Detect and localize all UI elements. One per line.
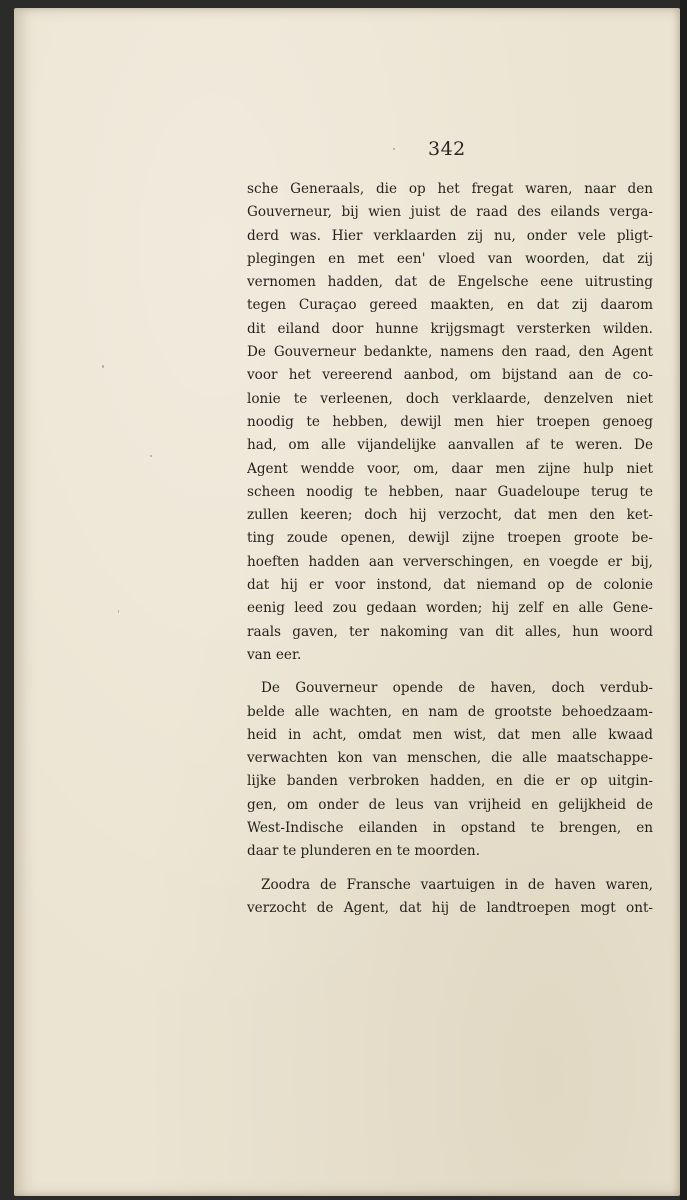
text-line: heid in acht, omdat men wist, dat men alle kwaad [247,726,653,743]
text-line: lonie te verleenen, doch verklaarde, denzelven niet [247,390,653,407]
text-line: belde alle wachten, en nam de grootste behoedzaam- [247,703,653,720]
text-line: Gouverneur, bij wien juist de raad des eilands verga- [247,204,653,221]
text-line: noodig te hebben, dewijl men hier troepen genoeg [247,413,653,430]
text-line: Zoodra de Fransche vaartuigen in de haven waren, [261,876,653,893]
text-line: lijke banden verbroken hadden, en die er op uitgin- [247,773,653,790]
text-line: van eer. [247,646,302,663]
text-line: derd was. Hier verklaarden zij nu, onder vele pligt- [247,227,653,244]
text-line: tegen Curaçao gereed maakten, en dat zij daarom [247,297,653,314]
text-line: gen, om onder de leus van vrijheid en gelijkheid de [247,796,653,813]
text-line: raals gaven, ter nakoming van dit alles, hun woord [247,623,653,640]
text-line: eenig leed zou gedaan worden; hij zelf en alle Gene- [247,600,653,617]
paper-speck [118,610,119,613]
paper-speck [393,148,395,150]
paper-speck [102,365,104,368]
paper-speck [150,455,152,457]
text-line: Agent wendde voor, om, daar men zijne hulp niet [247,460,653,477]
text-line: dit eiland door hunne krijgsmagt versterken wilden. [247,320,653,337]
text-line: West-Indische eilanden in opstand te brengen, en [247,820,653,837]
text-line: ting zoude openen, dewijl zijne troepen groote be- [247,530,653,547]
paragraph-gap [247,864,653,874]
text-line: daar te plunderen en te moorden. [247,843,481,860]
text-line: verwachten kon van menschen, die alle maatschappe- [247,750,653,767]
text-line: voor het vereerend aanbod, om bijstand aan de co- [247,367,653,384]
text-line: verzocht de Agent, dat hij de landtroepen mogt ont- [247,899,653,916]
text-line: dat hij er voor instond, dat niemand op de colonie [247,577,653,594]
text-line: De Gouverneur bedankte, namens den raad, den Agent [247,344,653,361]
text-line: plegingen en met een' vloed van woorden, dat zij [247,250,653,267]
paragraph-gap [247,667,653,677]
body-text [247,178,653,920]
page-number: 342 [428,138,466,160]
text-line: hoeften hadden aan ververschingen, en voegde er bij, [247,553,653,570]
text-line: vernomen hadden, dat de Engelsche eene uitrusting [247,274,653,291]
text-line: zullen keeren; doch hij verzocht, dat men den ket- [247,507,653,524]
text-line: had, om alle vijandelijke aanvallen af te weren. De [247,437,653,454]
text-line: scheen noodig te hebben, naar Guadeloupe terug te [247,483,653,500]
text-line: De Gouverneur opende de haven, doch verdub- [261,680,653,697]
scan-edge [680,0,687,1200]
text-line: sche Generaals, die op het fregat waren, naar den [247,181,653,197]
